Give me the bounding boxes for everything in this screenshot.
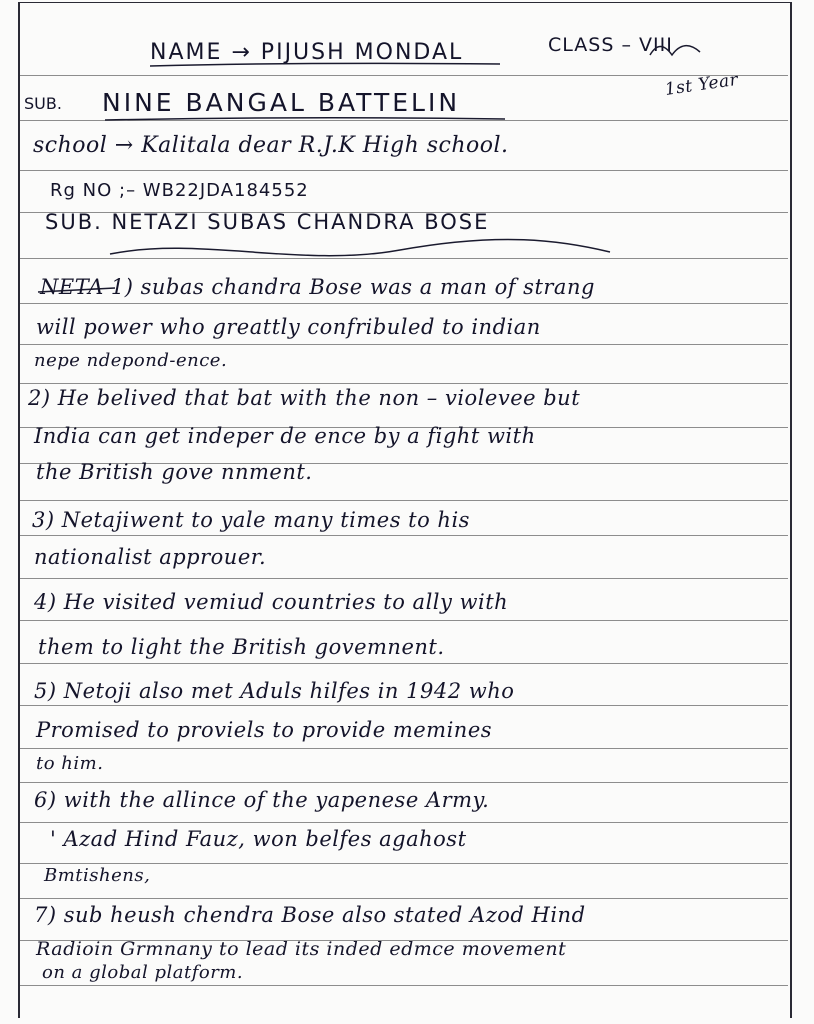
body-line: to him. bbox=[36, 753, 104, 774]
sub-title: NINE BANGAL BATTELIN bbox=[102, 88, 461, 117]
body-line: 5) Netoji also met Aduls hilfes in 1942 who bbox=[34, 679, 515, 703]
body-line: nepe ndepond-ence. bbox=[34, 350, 228, 371]
school-line: school → Kalitala dear R.J.K High school. bbox=[33, 133, 509, 158]
body-line: Radioin Grmnany to lead its inded edmce movement bbox=[36, 938, 567, 960]
body-line: 7) sub heush chendra Bose also stated Azod Hind bbox=[34, 903, 586, 927]
reg-line: Rg NO ;– WB22JDA184552 bbox=[50, 180, 309, 201]
body-line: Promised to proviels to provide memines bbox=[36, 718, 493, 742]
body-line: ' Azad Hind Fauz, won belfes agahost bbox=[50, 827, 467, 851]
body-line: 2) He belived that bat with the non – violevee but bbox=[28, 386, 581, 410]
body-line: 3) Netajiwent to yale many times to his bbox=[32, 508, 470, 532]
body-line: them to light the British govemnent. bbox=[38, 635, 445, 659]
sub-prefix: SUB. bbox=[24, 94, 62, 113]
class-line: CLASS – VIII bbox=[548, 34, 673, 56]
body-line: Bmtishens, bbox=[44, 865, 151, 886]
body-line: will power who greattly confribuled to indian bbox=[36, 315, 541, 339]
body-line: nationalist approuer. bbox=[34, 545, 267, 569]
body-line: NETA 1) subas chandra Bose was a man of strang bbox=[40, 275, 595, 299]
body-line: India can get indeper de ence by a fight with bbox=[34, 424, 536, 448]
name-line: NAME → PIJUSH MONDAL bbox=[150, 40, 464, 65]
body-line: 6) with the allince of the yapenese Army. bbox=[34, 788, 490, 812]
body-line: on a global platform. bbox=[42, 962, 244, 983]
body-line: 4) He visited vemiud countries to ally with bbox=[34, 590, 509, 614]
subject-line: SUB. NETAZI SUBAS CHANDRA BOSE bbox=[45, 210, 490, 234]
year-line: 1st Year bbox=[663, 69, 740, 100]
body-line: the British gove nnment. bbox=[36, 460, 313, 484]
